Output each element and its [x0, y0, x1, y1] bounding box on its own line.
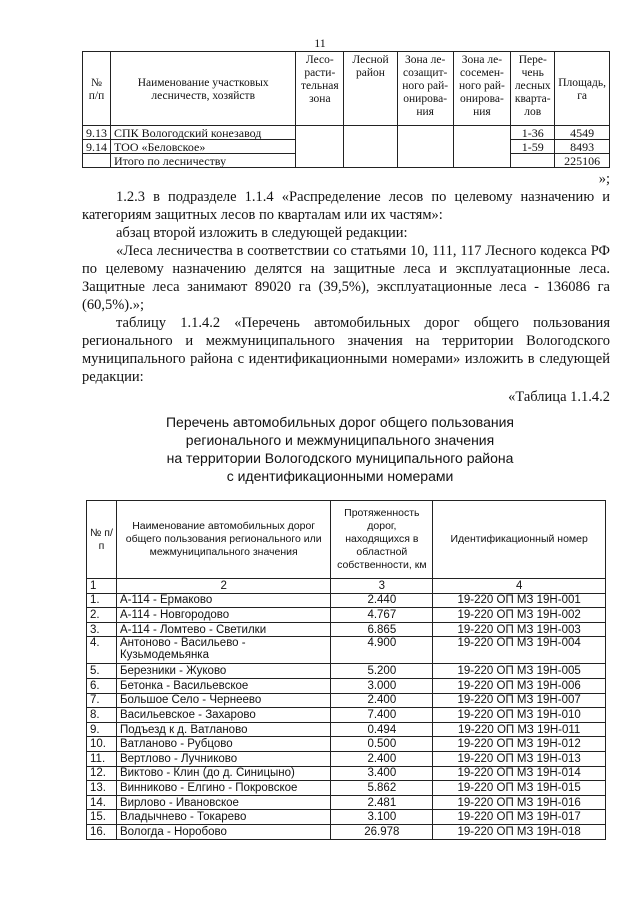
row-num: 5. — [87, 664, 117, 679]
row-id: 19-220 ОП МЗ 19Н-006 — [433, 678, 606, 693]
table-header-row — [83, 52, 610, 126]
row-length: 7.400 — [331, 708, 433, 723]
empty-cell — [296, 126, 344, 168]
row-num: 8. — [87, 708, 117, 723]
table-row — [87, 722, 606, 737]
table-row — [87, 751, 606, 766]
column-number-row — [87, 579, 606, 594]
row-quarters: 1-59 — [511, 140, 555, 154]
column-number: 3 — [331, 579, 433, 594]
column-number: 4 — [433, 579, 606, 594]
row-name: Винниково - Елгино - Покровское — [116, 781, 330, 796]
row-name: СПК Вологодский конезавод — [111, 126, 296, 140]
table-row — [87, 795, 606, 810]
row-id: 19-220 ОП МЗ 19Н-016 — [433, 795, 606, 810]
row-name: Подъезд к д. Ватланово — [116, 722, 330, 737]
paragraph: «Леса лесничества в соответствии со статьями 10, 111, 117 Лесного кодекса РФ по целевому назначению делятся на защитные леса и эксплуатационные леса. Защитные леса занимают 89020 га (39,5%), эксплуатационные леса - 136086 га (60,5%).»; — [82, 243, 610, 313]
header-cell: Идентификационный номер — [433, 501, 606, 579]
row-name: А-114 - Ермаково — [116, 593, 330, 608]
row-name: Антоново - Васильево - Кузьмодемьянка — [116, 637, 330, 664]
row-name: Вирлово - Ивановское — [116, 795, 330, 810]
table-reference: «Таблица 1.1.4.2 — [508, 389, 610, 405]
header-cell: № п/п — [83, 52, 111, 126]
table-row — [87, 824, 606, 839]
row-id: 19-220 ОП МЗ 19Н-017 — [433, 810, 606, 825]
table-row — [87, 693, 606, 708]
row-area: 4549 — [555, 126, 610, 140]
row-name: Вертлово - Лучниково — [116, 751, 330, 766]
row-name: А-114 - Новгородово — [116, 608, 330, 623]
row-length: 0.500 — [331, 737, 433, 752]
title-line: регионального и межмуниципального значения — [185, 432, 495, 448]
body-text — [82, 188, 610, 406]
header-cell: Протяженность дорог, находящихся в областной собственности, км — [331, 501, 433, 579]
table-row — [87, 664, 606, 679]
row-num: 6. — [87, 678, 117, 693]
row-length: 26.978 — [331, 824, 433, 839]
table-header-row — [87, 501, 606, 579]
row-name: А-114 - Ломтево - Светилки — [116, 622, 330, 637]
row-num: 7. — [87, 693, 117, 708]
row-num: 12. — [87, 766, 117, 781]
row-name: Бетонка - Васильевское — [116, 678, 330, 693]
row-num: 16. — [87, 824, 117, 839]
row-id: 19-220 ОП МЗ 19Н-001 — [433, 593, 606, 608]
row-id: 19-220 ОП МЗ 19Н-005 — [433, 664, 606, 679]
row-name: Виктово - Клин (до д. Синицыно) — [116, 766, 330, 781]
row-num: 1. — [87, 593, 117, 608]
roads-table — [86, 500, 606, 840]
table-row — [83, 126, 610, 140]
row-length: 3.000 — [331, 678, 433, 693]
row-length: 2.400 — [331, 751, 433, 766]
row-num: 10. — [87, 737, 117, 752]
row-length: 4.767 — [331, 608, 433, 623]
empty-cell — [397, 126, 453, 168]
table-row — [87, 593, 606, 608]
title-line: с идентификационными номерами — [226, 468, 454, 484]
row-name: Вологда - Норобово — [116, 824, 330, 839]
row-name: Васильевское - Захарово — [116, 708, 330, 723]
header-cell: Зона ле-созащит-ного рай-онирова-ния — [397, 52, 453, 126]
row-num: 11. — [87, 751, 117, 766]
row-num: 9.13 — [83, 126, 111, 140]
row-num: 2. — [87, 608, 117, 623]
table-row — [87, 781, 606, 796]
paragraph: 1.2.3 в подразделе 1.1.4 «Распределение лесов по целевому назначению и категориям защитных лесов по кварталам или их частям»: — [82, 189, 610, 223]
table-row — [87, 810, 606, 825]
row-id: 19-220 ОП МЗ 19Н-010 — [433, 708, 606, 723]
paragraph: таблицу 1.1.4.2 «Перечень автомобильных дорог общего пользования регионального и межмуниципального значения на территории Вологодского муниципального района с идентификационными номерами» изложить в следующей редакции: — [82, 315, 610, 385]
row-num — [83, 154, 111, 168]
row-quarters: 1-36 — [511, 126, 555, 140]
row-id: 19-220 ОП МЗ 19Н-007 — [433, 693, 606, 708]
row-length: 4.900 — [331, 637, 433, 664]
table-row — [87, 608, 606, 623]
row-length: 6.865 — [331, 622, 433, 637]
row-num: 15. — [87, 810, 117, 825]
row-name: Владычнево - Токарево — [116, 810, 330, 825]
row-quarters — [511, 154, 555, 168]
header-cell: Зона ле-сосемен-ного рай-онирова-ния — [453, 52, 511, 126]
row-length: 5.862 — [331, 781, 433, 796]
row-num: 14. — [87, 795, 117, 810]
row-id: 19-220 ОП МЗ 19Н-015 — [433, 781, 606, 796]
table-row — [87, 678, 606, 693]
row-num: 13. — [87, 781, 117, 796]
table-title — [0, 413, 640, 485]
empty-cell — [344, 126, 398, 168]
row-length: 2.481 — [331, 795, 433, 810]
row-length: 3.100 — [331, 810, 433, 825]
row-name: Итого по лесничеству — [111, 154, 296, 168]
header-cell: Лесной район — [344, 52, 398, 126]
table-row — [87, 708, 606, 723]
row-id: 19-220 ОП МЗ 19Н-004 — [433, 637, 606, 664]
row-length: 2.440 — [331, 593, 433, 608]
row-id: 19-220 ОП МЗ 19Н-014 — [433, 766, 606, 781]
header-cell: Лесо-расти-тельная зона — [296, 52, 344, 126]
empty-cell — [453, 126, 511, 168]
row-id: 19-220 ОП МЗ 19Н-018 — [433, 824, 606, 839]
row-id: 19-220 ОП МЗ 19Н-011 — [433, 722, 606, 737]
row-name: Большое Село - Чернеево — [116, 693, 330, 708]
row-length: 3.400 — [331, 766, 433, 781]
row-area: 8493 — [555, 140, 610, 154]
row-id: 19-220 ОП МЗ 19Н-002 — [433, 608, 606, 623]
header-cell: Пере-чень лесных кварта-лов — [511, 52, 555, 126]
forestry-table — [82, 51, 610, 168]
table-closing: »; — [598, 171, 610, 187]
row-num: 4. — [87, 637, 117, 664]
table-row — [87, 766, 606, 781]
header-cell: Площадь, га — [555, 52, 610, 126]
row-name: Ватланово - Рубцово — [116, 737, 330, 752]
header-cell: Наименование участковых лесничеств, хозяйств — [111, 52, 296, 126]
row-name: ТОО «Беловское» — [111, 140, 296, 154]
row-length: 5.200 — [331, 664, 433, 679]
roads-table-body — [87, 593, 606, 839]
title-line: на территории Вологодского муниципального района — [166, 450, 514, 466]
row-num: 3. — [87, 622, 117, 637]
column-number: 2 — [116, 579, 330, 594]
row-length: 2.400 — [331, 693, 433, 708]
row-length: 0.494 — [331, 722, 433, 737]
table-row — [87, 637, 606, 664]
row-name: Березники - Жуково — [116, 664, 330, 679]
row-num: 9.14 — [83, 140, 111, 154]
page-number: 11 — [314, 36, 326, 50]
row-num: 9. — [87, 722, 117, 737]
row-id: 19-220 ОП МЗ 19Н-003 — [433, 622, 606, 637]
row-id: 19-220 ОП МЗ 19Н-013 — [433, 751, 606, 766]
title-line: Перечень автомобильных дорог общего пользования — [165, 414, 515, 430]
table-row — [87, 622, 606, 637]
column-number: 1 — [87, 579, 117, 594]
table-row — [87, 737, 606, 752]
paragraph: абзац второй изложить в следующей редакции: — [116, 225, 408, 241]
row-id: 19-220 ОП МЗ 19Н-012 — [433, 737, 606, 752]
header-cell: Наименование автомобильных дорог общего пользования регионального или межмуниципального значения — [116, 501, 330, 579]
header-cell: № п/п — [87, 501, 117, 579]
row-area: 225106 — [555, 154, 610, 168]
